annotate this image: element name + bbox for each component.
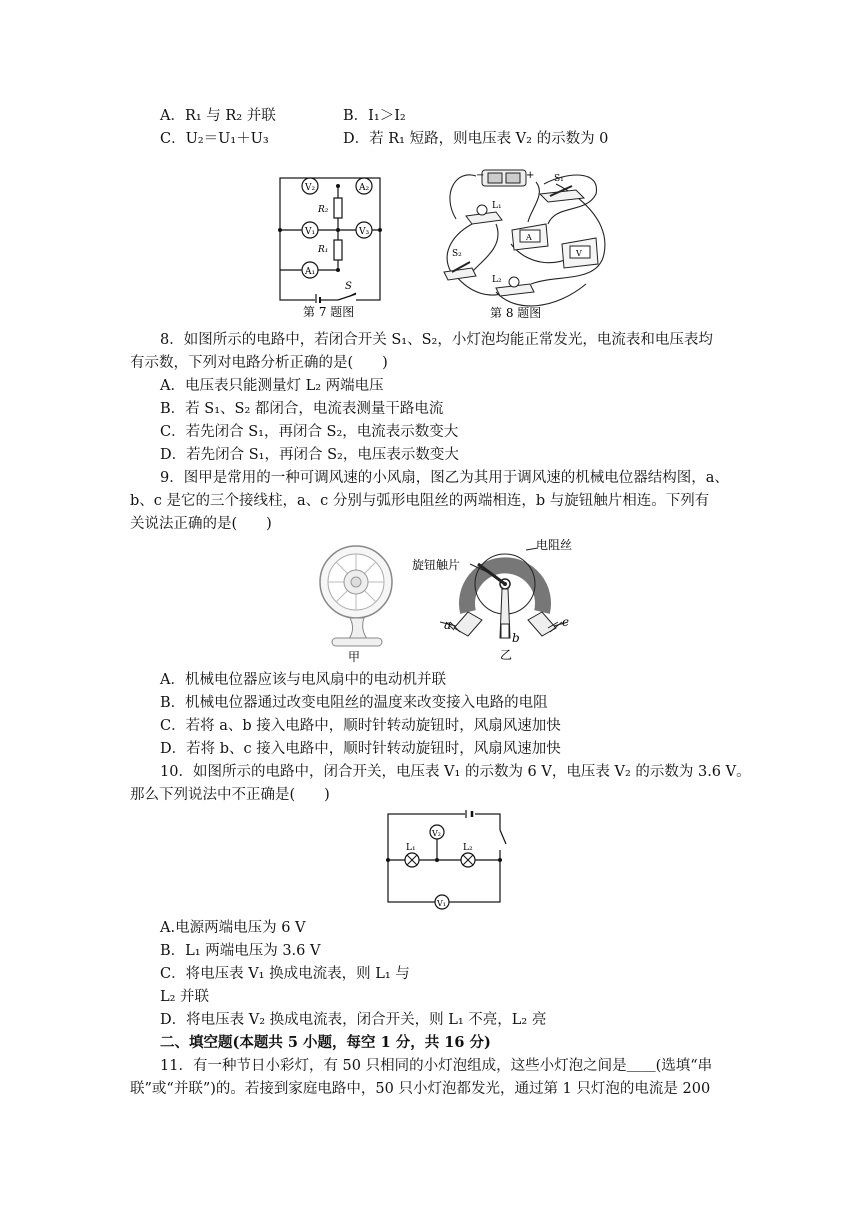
q7-v3-label: V₃ [359,227,370,237]
q9-b-label: b [512,631,520,645]
q8-l2-label: L₂ [492,275,502,285]
q8-figure-caption: 第 8 题图 [490,306,542,320]
q8-ammeter-label: A [526,233,532,242]
q10-l2-label: L₂ [463,843,473,853]
q10-l1-label: L₁ [406,843,416,853]
q10-v2-label: V₂ [432,829,441,838]
q7-r1-label: R₁ [318,245,329,255]
q9-potentiometer-figure [408,534,588,664]
q7-v2-label: V₂ [305,183,316,193]
q9-stem-line-2: b、c 是它的三个接线柱，a、c 分别与弧形电阻丝的两端相连，b 与旋钮触片相连。下列有 [130,493,710,509]
q9-option-b: B．机械电位器通过改变电阻丝的温度来改变接入电路的电阻 [160,695,548,711]
q9-option-a: A．机械电位器应该与电风扇中的电动机并联 [160,672,446,688]
q8-option-c: C．若先闭合 S₁，再闭合 S₂，电流表示数变大 [160,424,459,440]
q7-option-d: D．若 R₁ 短路，则电压表 V₂ 的示数为 0 [343,131,609,147]
q9-knob-label: 旋钮触片 [412,558,461,572]
q11-line-1: 11．有一种节日小彩灯，有 50 只相同的小灯泡组成，这些小灯泡之间是＿＿(选填“串 [160,1058,713,1074]
q7-option-a: A．R₁ 与 R₂ 并联 [160,108,276,124]
q7-figure-caption: 第 7 题图 [303,305,355,319]
q10-v1-label: V₁ [437,899,446,908]
q8-option-b: B．若 S₁、S₂ 都闭合，电流表测量干路电流 [160,401,444,417]
q9-a-label: a [444,618,452,632]
q10-option-d: D．将电压表 V₂ 换成电流表，闭合开关，则 L₁ 不亮，L₂ 亮 [160,1012,547,1028]
q10-circuit-figure [380,810,510,910]
q7-option-b: B．I₁＞I₂ [343,108,406,124]
q9-jia-label: 甲 [348,650,361,664]
q8-option-d: D．若先闭合 S₁，再闭合 S₂，电压表示数变大 [160,447,459,463]
q8-l1-label: L₁ [492,201,502,211]
q7-s-label: S [345,281,352,292]
q9-stem-line-3: 关说法正确的是( ) [130,516,272,532]
q10-option-c-line-1: C．将电压表 V₁ 换成电流表，则 L₁ 与 [160,966,410,982]
q9-c-label: c [562,615,569,629]
q9-yi-label: 乙 [500,648,513,662]
q11-line-2: 联”或“并联”)的。若接到家庭电路中，50 只小灯泡都发光，通过第 1 只灯泡的电流是 200 [130,1081,711,1097]
q8-s1-label: S₁ [554,174,564,184]
q8-physical-circuit-figure [436,164,616,322]
q8-battery-minus-label: − [476,170,485,181]
q10-stem-line-1: 10．如图所示的电路中，闭合开关，电压表 V₁ 的示数为 6 V，电压表 V₂ 的示数为 3.6 V。 [160,764,751,780]
q10-option-b: B．L₁ 两端电压为 3.6 V [160,943,321,959]
q8-stem-line-2: 有示数，下列对电路分析正确的是( ) [130,355,388,371]
q7-a2-label: A₂ [359,183,370,193]
q7-v1-label: V₁ [305,227,316,237]
q8-stem-line-1: 8．如图所示的电路中，若闭合开关 S₁、S₂，小灯泡均能正常发光，电流表和电压表均 [160,332,713,348]
q10-option-a: A.电源两端电压为 6 V [160,920,306,936]
q8-battery-plus-label: + [526,170,535,181]
q7-circuit-figure [272,170,390,320]
q9-stem-line-1: 9．图甲是常用的一种可调风速的小风扇，图乙为其用于调风速的机械电位器结构图，a、 [160,470,729,486]
q8-voltmeter-label: V [576,249,582,258]
q7-a1-label: A₁ [305,267,316,277]
q9-option-d: D．若将 b、c 接入电路中，顺时针转动旋钮时，风扇风速加快 [160,741,561,757]
q8-s2-label: S₂ [452,249,462,259]
section-2-heading: 二、填空题(本题共 5 小题，每空 1 分，共 16 分) [160,1034,491,1051]
q7-option-c: C．U₂＝U₁＋U₃ [160,131,269,147]
q9-fan-figure [318,540,398,665]
q8-option-a: A．电压表只能测量灯 L₂ 两端电压 [160,378,384,394]
q9-option-c: C．若将 a、b 接入电路中，顺时针转动旋钮时，风扇风速加快 [160,718,561,734]
q7-r2-label: R₂ [318,205,329,215]
q10-option-c-line-2: L₂ 并联 [160,989,210,1005]
q9-wire-label: 电阻丝 [536,538,573,552]
q10-stem-line-2: 那么下列说法中不正确是( ) [130,787,330,803]
